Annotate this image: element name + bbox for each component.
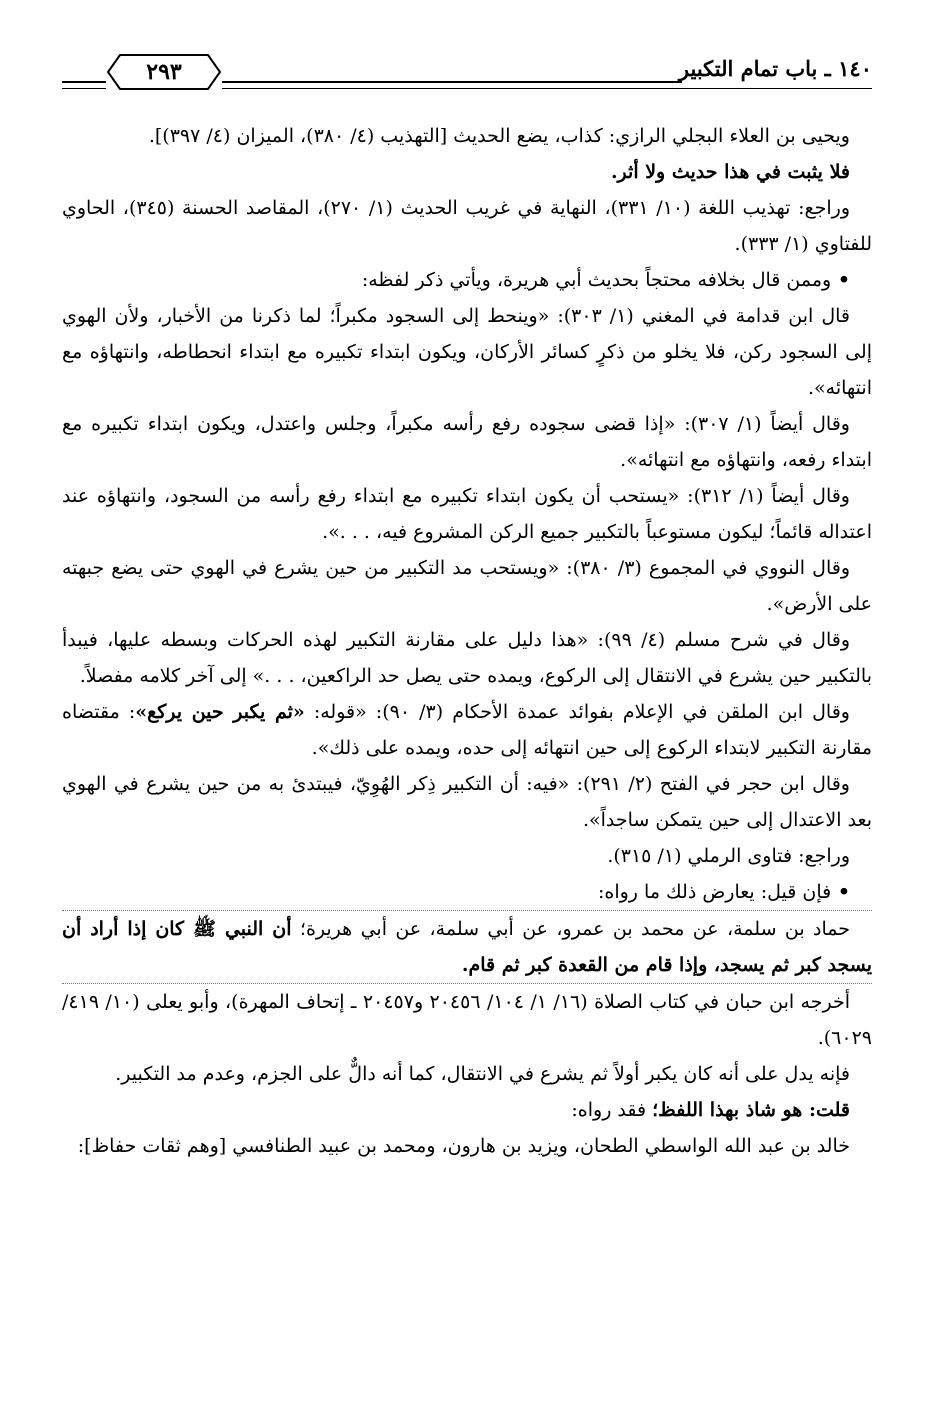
paragraph-p4	[62, 262, 872, 298]
header-rule-top	[222, 81, 682, 83]
paragraph-text: فلا يثبت في هذا حديث ولا أثر.	[610, 161, 850, 183]
header-rule-bottom	[222, 88, 872, 89]
paragraph-p17	[62, 1092, 872, 1128]
paragraph-text: فقد رواه:	[571, 1099, 653, 1121]
paragraph-text: : مقتضاه مقارنة التكبير لابتداء الركوع إلى حين انتهائه إلى حده، ويمده على ذلك».	[62, 701, 872, 759]
paragraph-p14	[62, 910, 872, 984]
paragraph-p8	[62, 550, 872, 622]
paragraph-p5	[62, 298, 872, 406]
paragraph-text: قلت: هو شاذ بهذا اللفظ؛	[652, 1099, 850, 1121]
paragraph-p12	[62, 838, 872, 874]
paragraph-p2	[62, 154, 872, 190]
paragraph-text: ويحيى بن العلاء البجلي الرازي: كذاب، يضع الحديث [التهذيب (٤/ ٣٨٠)، الميزان (٤/ ٣٩٧)].	[148, 125, 850, 147]
paragraph-p16	[62, 1056, 872, 1092]
paragraph-text: وقال ابن حجر في الفتح (٢/ ٢٩١): «فيه: أن التكبير ذِكر الهُوِيّ، فيبتدئ به من حين يشرع في الهوي بعد الاعتدال إلى حين يتمكن ساجداً».	[62, 773, 872, 831]
page-number: ٢٩٣	[146, 59, 182, 85]
paragraph-text: أن النبي ﷺ كان إذا أراد أن يسجد كبر ثم يسجد، وإذا قام من القعدة كبر ثم قام.	[62, 918, 872, 976]
paragraph-text: وراجع: تهذيب اللغة (١٠/ ٣٣١)، النهاية في غريب الحديث (١/ ٢٧٠)، المقاصد الحسنة (٣٤٥)، الحاوي للفتاوي (١/ ٣٣٣).	[62, 197, 872, 255]
page-number-badge	[106, 52, 222, 92]
paragraph-text: قال ابن قدامة في المغني (١/ ٣٠٣): «وينحط إلى السجود مكبراً؛ لما ذكرنا من الأخبار، ولأن الهوي إلى السجود ركن، فلا يخلو من ذكرٍ كسائر الأركان، ويكون ابتداء تكبيره مع ابتداء انحطاطه، وانتهاؤه مع انتهائه».	[62, 305, 872, 399]
paragraph-text: «ثم يكبر حين يركع»	[135, 701, 305, 723]
paragraph-p7	[62, 478, 872, 550]
paragraph-p13	[62, 874, 872, 910]
paragraph-text: وقال ابن الملقن في الإعلام بفوائد عمدة الأحكام (٣/ ٩٠): «قوله:	[304, 701, 850, 723]
header-rule-left-bottom	[62, 88, 106, 89]
paragraph-text: أخرجه ابن حبان في كتاب الصلاة (١٦/ ١/ ١٠٤/ ٢٠٤٥٦ و٢٠٤٥٧ ـ إتحاف المهرة)، وأبو يعلى (١٠/ ٤١٩/ ٦٠٢٩).	[62, 991, 872, 1049]
chapter-title: ١٤٠ ـ باب تمام التكبير	[678, 56, 872, 81]
paragraph-text: وقال أيضاً (١/ ٣١٢): «يستحب أن يكون ابتداء تكبيره مع ابتداء رفع رأسه من السجود، وانتهاؤه عند اعتداله قائماً؛ ليكون مستوعباً بالتكبير جميع الركن المشروع فيه، . . .».	[62, 485, 872, 543]
paragraph-text: حماد بن سلمة، عن محمد بن عمرو، عن أبي سلمة، عن أبي هريرة؛	[291, 918, 850, 940]
paragraph-text: فإنه يدل على أنه كان يكبر أولاً ثم يشرع في الانتقال، كما أنه دالٌّ على الجزم، وعدم مد التكبير.	[115, 1063, 850, 1085]
paragraph-p3	[62, 190, 872, 262]
paragraph-text: وقال النووي في المجموع (٣/ ٣٨٠): «ويستحب مد التكبير من حين يشرع في الهوي حتى يضع جبهته على الأرض».	[62, 557, 872, 615]
paragraph-text: وقال أيضاً (١/ ٣٠٧): «إذا قضى سجوده رفع رأسه مكبراً، وجلس واعتدل، ويكون ابتداء تكبيره مع ابتداء رفعه، وانتهاؤه مع انتهائه».	[62, 413, 872, 471]
paragraph-text: وراجع: فتاوى الرملي (١/ ٣١٥).	[607, 845, 850, 867]
paragraph-text: وممن قال بخلافه محتجاً بحديث أبي هريرة، ويأتي ذكر لفظه:	[361, 269, 832, 291]
paragraph-p1	[62, 118, 872, 154]
paragraph-text: •	[831, 269, 850, 291]
paragraph-text: •	[831, 881, 850, 903]
paragraph-p11	[62, 766, 872, 838]
paragraph-p9	[62, 622, 872, 694]
paragraph-text: فإن قيل: يعارض ذلك ما رواه:	[598, 881, 832, 903]
paragraph-p6	[62, 406, 872, 478]
paragraph-p10	[62, 694, 872, 766]
page-header	[62, 48, 872, 108]
paragraph-p18	[62, 1128, 872, 1164]
header-rule-left-top	[62, 81, 106, 83]
paragraph-p15	[62, 984, 872, 1056]
body-text	[62, 118, 872, 1164]
paragraph-text: خالد بن عبد الله الواسطي الطحان، ويزيد بن هارون، ومحمد بن عبيد الطنافسي [وهم ثقات حفاظ]:	[77, 1135, 850, 1157]
paragraph-text: وقال في شرح مسلم (٤/ ٩٩): «هذا دليل على مقارنة التكبير لهذه الحركات وبسطه عليها، فيبدأ بالتكبير حين يشرع في الانتقال إلى الركوع، ويمده حتى يصل حد الراكعين، . . .» إلى آخر كلامه مفصلاً.	[62, 629, 872, 687]
